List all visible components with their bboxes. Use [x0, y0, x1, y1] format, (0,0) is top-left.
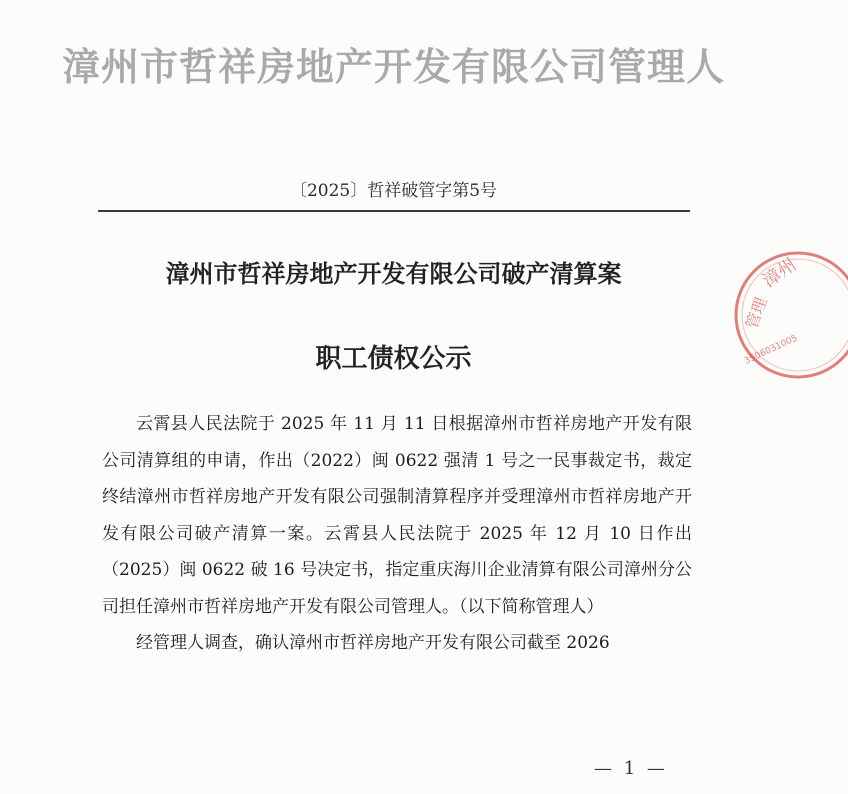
- notice-title: 职工债权公示: [315, 344, 472, 374]
- divider-line: [98, 210, 690, 212]
- page-number: — 1 —: [594, 758, 668, 779]
- seal-number: 3506031005: [743, 333, 800, 367]
- letterhead-title: 漳州市哲祥房地产开发有限公司管理人: [61, 45, 725, 89]
- svg-text:管理: 管理: [741, 294, 771, 332]
- case-title: 漳州市哲祥房地产开发有限公司破产清算案: [165, 260, 622, 288]
- paragraph-2: 经管理人调查，确认漳州市哲祥房地产开发有限公司截至 2026: [136, 633, 610, 653]
- document-number: 〔2025〕哲祥破管字第5号: [289, 181, 498, 201]
- svg-text:漳州: 漳州: [758, 254, 801, 293]
- paragraph-1: 云霄县人民法院于 2025 年 11 月 11 日根据漳州市哲祥房地产开发有限公司清算组的申请，作出（2022）闽 0622 强清 1 号之一民事裁定书，裁定终结漳州市哲祥房地产开发有限公司强制清算程序并受理漳州市哲祥房地产开发有限公司破产清算一案。云霄县人民法院于 2025 年 12 月 10 日作出（2025）闽 0622 破 16 号决定书，指定重庆海川企业清算有限公司漳州分公司担任漳州市哲祥房地产开发有限公司管理人。（以下简称管理人）: [102, 414, 692, 617]
- body-text: [102, 406, 692, 662]
- official-seal-stamp: [728, 250, 848, 380]
